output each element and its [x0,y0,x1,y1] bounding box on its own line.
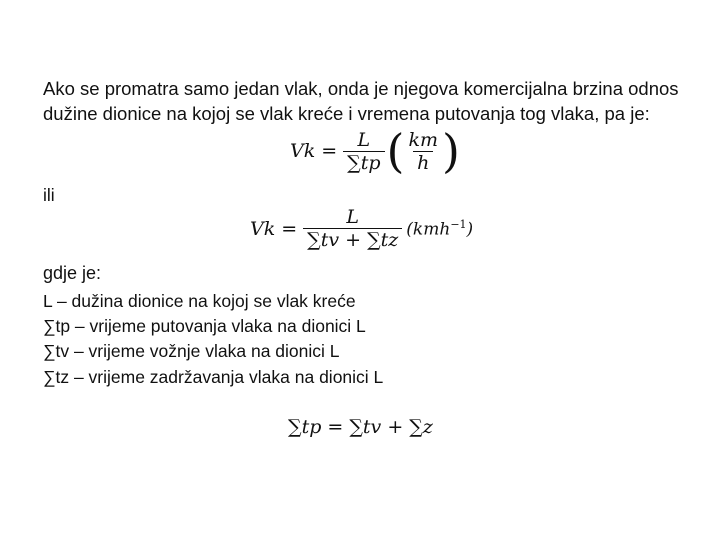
formula-1-lhs: Vk [290,140,316,162]
formula-1: Vk = $\frac{L}{\sum tp}$ ( $\frac{km}{h}$ ) [290,124,460,178]
formula-3: ∑tp = ∑tv + ∑z [288,416,433,438]
definition-item: ∑tv – vrijeme vožnje vlaka na dionici L [43,341,340,361]
formula-2-numerator: L [346,206,360,228]
formula-1-unit [404,129,442,174]
formula-1-unit-numerator: km [408,128,439,151]
formula-2-unit: (kmh$^{-1}$) [406,217,474,240]
intro-paragraph: Ako se promatra samo jedan vlak, onda je njegova komercijalna brzina odnos dužine dionice na kojoj se vlak kreće i vremena putovanja tog vlaka, pa je: [43,78,679,124]
formula-2: Vk = $\frac{L}{\sum tv + \sum tz}$ (kmh$^{-1}$) [250,206,474,251]
formula-1-denominator: ∑tp [343,151,384,174]
where-label: gdje je: [43,263,102,283]
formula-1-numerator: L [357,128,371,151]
or-word: ili [43,185,55,205]
formula-1-fraction [343,129,384,174]
formula-1-unit-denominator: h [413,151,433,174]
formula-2-denominator: ∑tv + ∑tz [303,228,402,251]
definition-item: ∑tp – vrijeme putovanja vlaka na dionici L [43,316,366,336]
definition-item: L – dužina dionice na kojoj se vlak kreće [43,291,356,311]
definition-item: ∑tz – vrijeme zadržavanja vlaka na dionici L [43,367,384,387]
formula-2-fraction [303,206,402,251]
formula-2-lhs: Vk [250,217,276,240]
